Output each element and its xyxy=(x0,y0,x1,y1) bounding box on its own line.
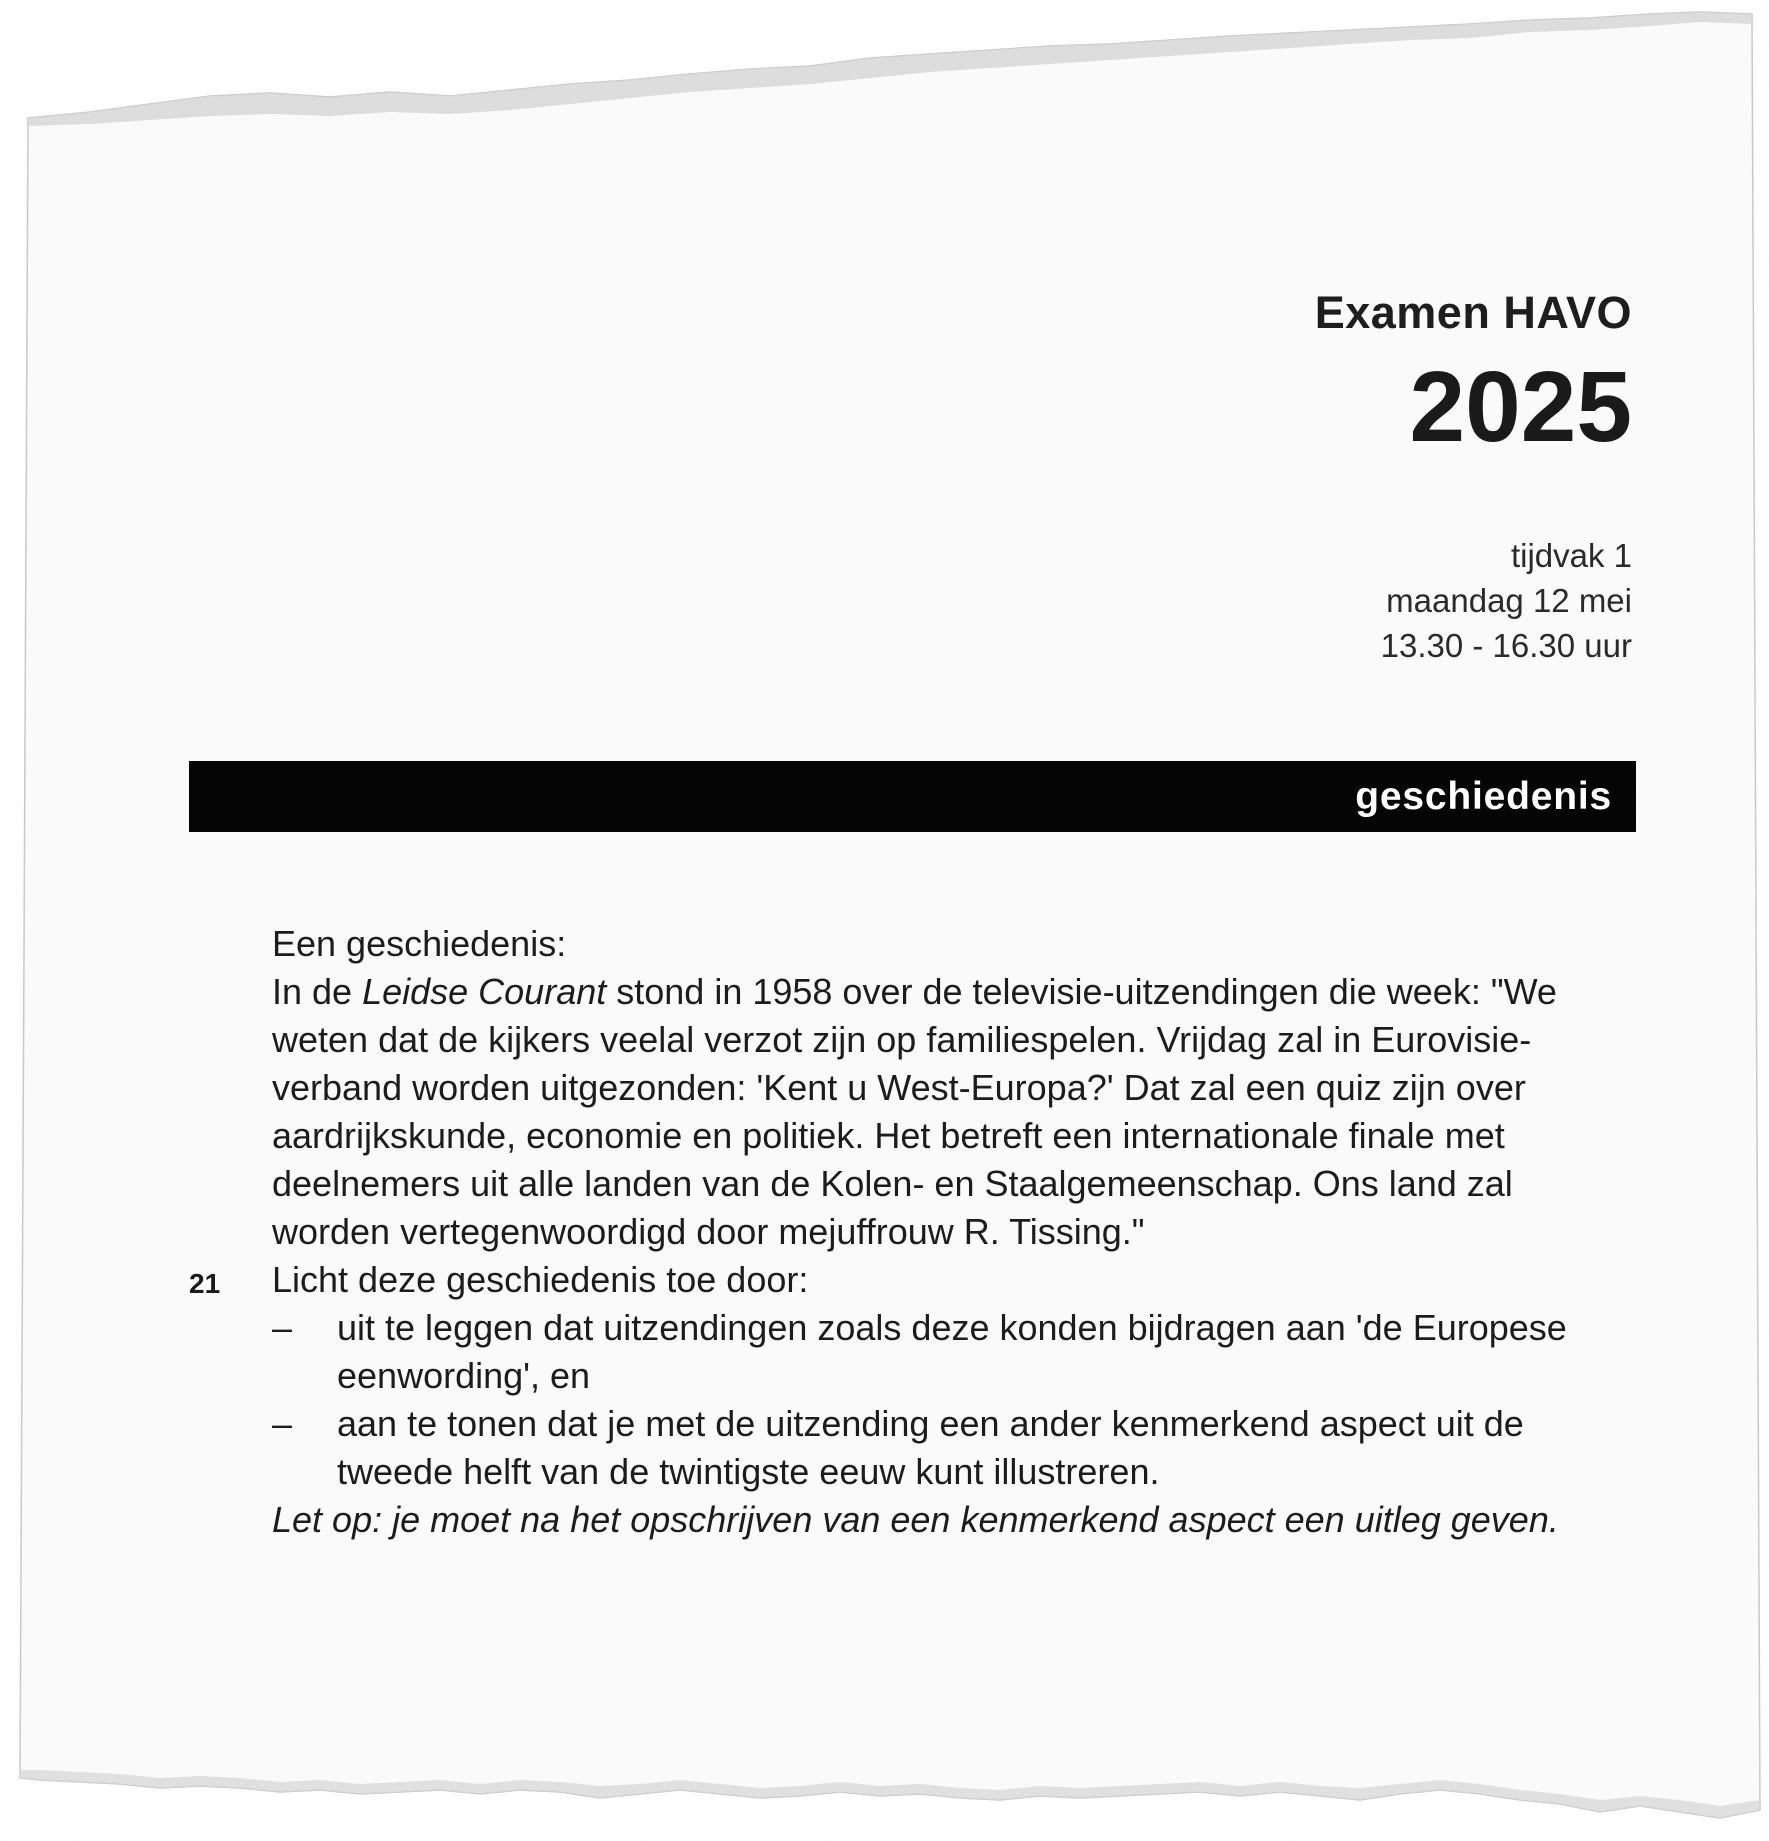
question-number: 21 xyxy=(189,1268,221,1299)
exam-title: Examen HAVO xyxy=(1314,287,1632,338)
question-prompt: Licht deze geschiedenis toe door: xyxy=(272,1259,809,1300)
exam-time: 13.30 - 16.30 uur xyxy=(1380,627,1632,664)
subject-bar xyxy=(189,761,1636,832)
source-prefix: In de xyxy=(272,971,363,1012)
bullet-dash: – xyxy=(272,1403,293,1444)
question-row xyxy=(189,1256,1632,1304)
exam-period: tijdvak 1 xyxy=(1510,537,1632,574)
subject-label: geschiedenis xyxy=(1355,775,1612,818)
bullet-item xyxy=(272,1400,1632,1496)
note-text: Let op: je moet na het opschrijven van een kenmerkend aspect een uitleg geven. xyxy=(272,1499,1559,1540)
source-name: Leidse Courant xyxy=(362,971,607,1012)
source-text: stond in 1958 over de televisie-uitzendingen die week: "We weten dat de kijkers veelal verzot zijn op familiespelen. Vrijdag zal in Eurovisie-verband worden uitgezonden: 'Kent u West-Europa?' Dat zal een quiz zijn over aardrijkskunde, economie en politiek. Het betreft een internationale finale met deelnemers uit alle landen van de Kolen- en Staalgemeenschap. Ons land zal worden vertegenwoordigd door mejuffrouw R. Tissing." xyxy=(272,971,1557,1252)
source-paragraph xyxy=(272,968,1632,1256)
exam-year: 2025 xyxy=(1409,351,1632,463)
exam-date: maandag 12 mei xyxy=(1386,582,1632,619)
bullet-dash: – xyxy=(272,1307,293,1348)
bullet-list xyxy=(272,1304,1632,1496)
bullet-text: aan te tonen dat je met de uitzending een ander kenmerkend aspect uit de tweede helft van de twintigste eeuw kunt illustreren. xyxy=(337,1403,1524,1492)
bullet-item xyxy=(272,1304,1632,1400)
intro-heading: Een geschiedenis: xyxy=(272,923,567,964)
exam-meta xyxy=(1315,533,1632,668)
exam-header xyxy=(1314,287,1632,668)
bullet-text: uit te leggen dat uitzendingen zoals deze konden bijdragen aan 'de Europese eenwording', en xyxy=(337,1307,1567,1396)
question-content xyxy=(189,920,1632,1544)
